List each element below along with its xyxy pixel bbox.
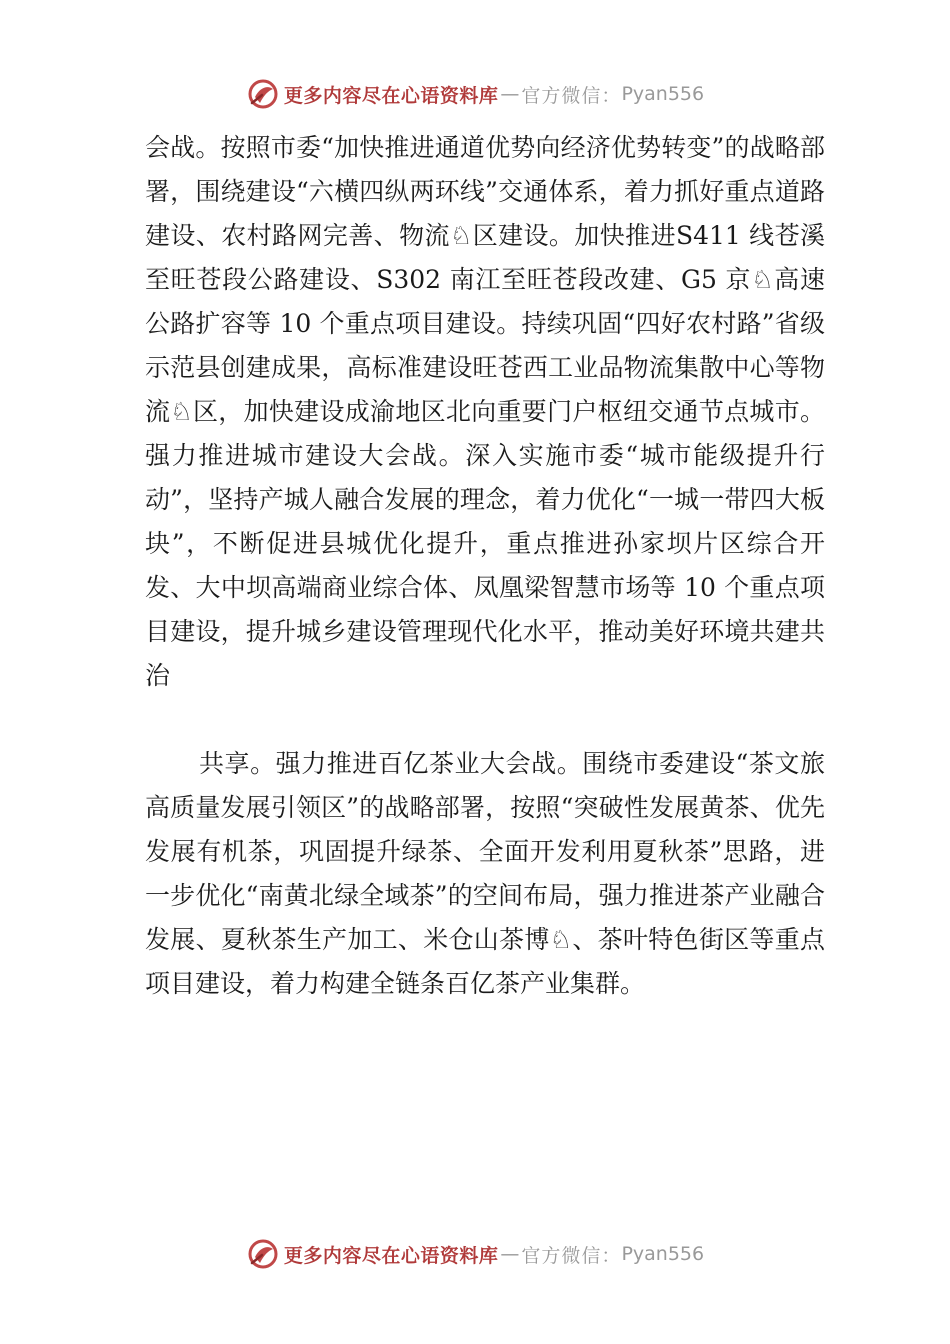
scroll-logo-icon: [246, 1237, 280, 1271]
header-wechat-label: 官方微信：: [521, 84, 622, 107]
body-paragraph-2: 共享。强力推进百亿茶业大会战。围绕市委建设“茶文旅高质量发展引领区”的战略部署，按照“突破性发展黄茶、优先发展有机茶，巩固提升绿茶、全面开发利用夏秋茶”思路，进一步优化“南黄北绿全域茶”的空间布局，强力推进茶产业融合发展、夏秋茶生产加工、米仓山茶博♘、茶叶特色街区等重点项目建设，着力构建全链条百亿茶产业集群。: [145, 749, 825, 998]
document-body: [145, 126, 825, 1006]
header-title: 更多内容尽在心语资料库: [283, 84, 499, 107]
footer-banner: [0, 1234, 950, 1274]
header-wechat-id: Pyan556: [621, 83, 705, 105]
header-banner: [0, 74, 950, 114]
body-paragraph-1: 会战。按照市委“加快推进通道优势向经济优势转变”的战略部署，围绕建设“六横四纵两环线”交通体系，着力抓好重点道路建设、农村路网完善、物流♘区建设。加快推进S411 线苍溪至旺苍段公路建设、S302 南江至旺苍段改建、G5 京♘高速公路扩容等 10 个重点项目建设。持续巩固“四好农村路”省级示范县创建成果，高标准建设旺苍西工业品物流集散中心等物流♘区，加快建设成渝地区北向重要门户枢纽交通节点城市。强力推进城市建设大会战。深入实施市委“城市能级提升行动”，坚持产城人融合发展的理念，着力优化“一城一带四大板块”，不断促进县城优化提升，重点推进孙家坝片区综合开发、大中坝高端商业综合体、凤凰梁智慧市场等 10 个重点项目建设，提升城乡建设管理现代化水平，推动美好环境共建共治: [145, 133, 825, 690]
footer-wechat-label: 官方微信：: [521, 1244, 622, 1267]
header-dash: —: [500, 83, 520, 105]
footer-dash: —: [500, 1243, 520, 1265]
scroll-logo-icon: [246, 77, 280, 111]
footer-title: 更多内容尽在心语资料库: [283, 1244, 499, 1267]
footer-wechat-id: Pyan556: [621, 1243, 705, 1265]
